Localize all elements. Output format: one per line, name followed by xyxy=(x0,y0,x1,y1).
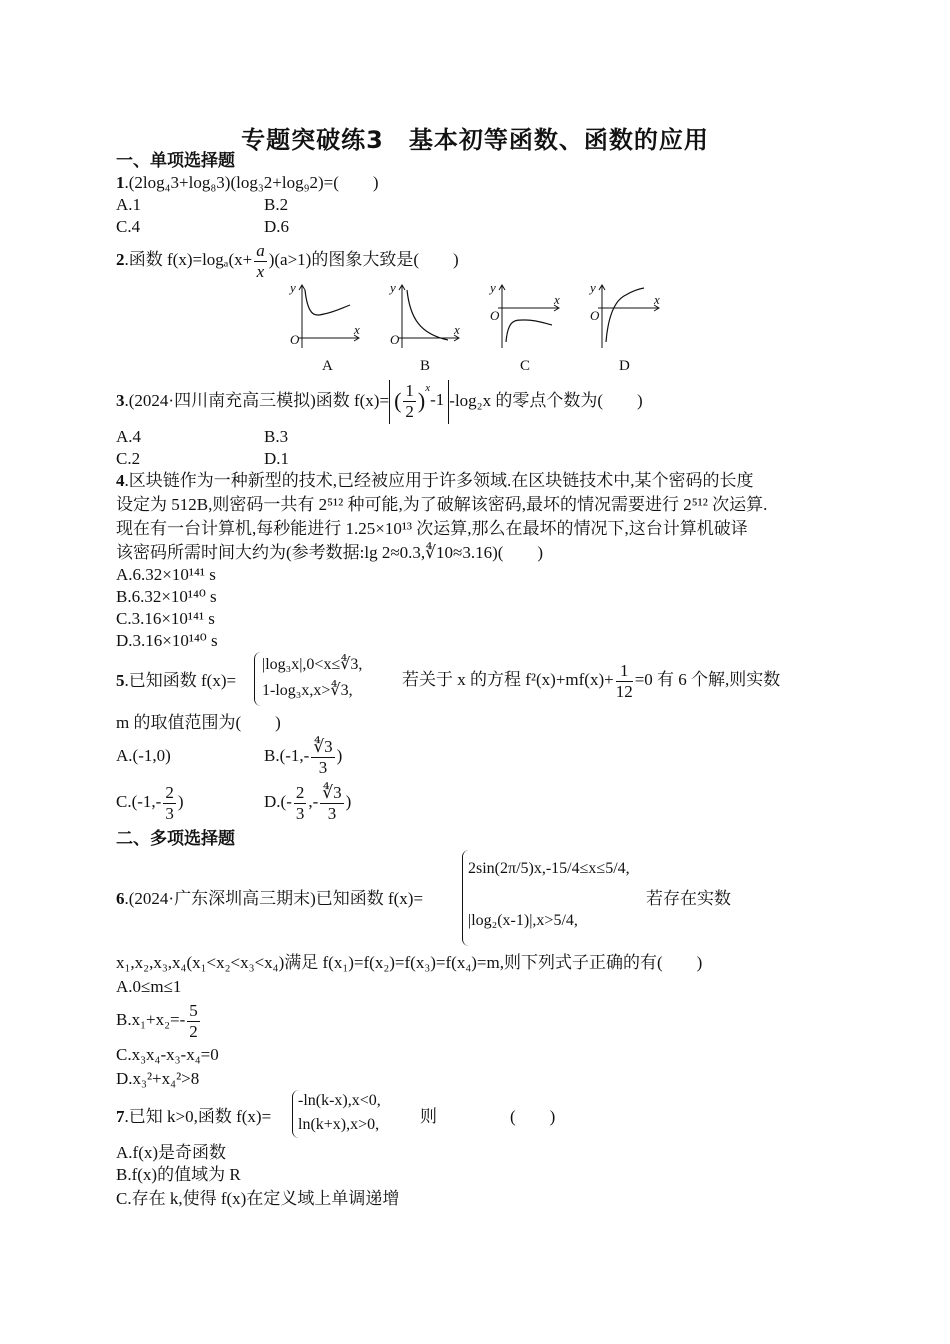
option-a: A.4 xyxy=(116,427,142,446)
q1-options-row1 xyxy=(116,194,289,216)
fraction-numerator: ∜3 xyxy=(313,736,333,756)
question-number: 7 xyxy=(116,1107,125,1126)
q4-option-d: D.3.16×10¹⁴⁰ s xyxy=(116,631,218,650)
question-stem-pre: .已知 k>0,函数 f(x)= xyxy=(124,1107,272,1126)
question-stem-post: 若存在实数 xyxy=(646,889,731,908)
piecewise-brace xyxy=(254,652,261,706)
question-number: 2 xyxy=(116,250,125,269)
option-d: D.6 xyxy=(264,217,290,236)
question-4 xyxy=(116,470,754,492)
axis-y-label: y xyxy=(290,280,296,295)
fraction-one-twelfth xyxy=(616,661,633,702)
question-2 xyxy=(116,240,459,282)
q4-line4: 该密码所需时间大约为(参考数据:lg 2≈0.3,∜10≈3.16)( ) xyxy=(116,543,544,562)
piecewise-case-1: 2sin(2π/5)x,-15/4≤x≤5/4, xyxy=(468,860,630,877)
fraction-numerator: 2 xyxy=(165,782,174,802)
option-d: D.(- $\frac{2}{3}$ ,- $\frac{∜3}{3}$ ) xyxy=(264,782,352,823)
axis-x-label: x xyxy=(654,292,660,307)
q4-line2: 设定为 512B,则密码一共有 2⁵¹² 种可能,为了破解该密码,最坏的情况需要进行 2⁵¹² 次运算. xyxy=(116,495,768,514)
option-a: A.1 xyxy=(116,195,142,214)
option-c: C.4 xyxy=(116,217,141,236)
option-b: B.(-1,- $\frac{∜3}{3}$ ) xyxy=(264,736,343,777)
piecewise-case-1: |log₃x|,0<x≤∜3, xyxy=(262,656,363,673)
question-stem-pre: .(2024·四川南充高三模拟)函数 f(x)= xyxy=(124,391,390,410)
fraction-denominator: 3 xyxy=(318,757,328,777)
question-number: 6 xyxy=(116,889,125,908)
origin-label: O xyxy=(590,308,600,323)
graph-label-c: C xyxy=(520,358,531,374)
graph-c xyxy=(488,280,560,348)
origin-label: O xyxy=(490,308,500,323)
fraction-denominator: x xyxy=(256,261,265,281)
axis-x-label: x xyxy=(354,322,360,337)
question-stem-pre: .(2024·广东深圳高三期末)已知函数 f(x)= xyxy=(124,889,424,908)
axis-y-label: y xyxy=(590,280,596,295)
question-number: 4 xyxy=(116,471,125,490)
piecewise-case-2: ln(k+x),x>0, xyxy=(298,1116,380,1133)
axis-x-label: x xyxy=(554,292,560,307)
exponent: x xyxy=(425,382,431,395)
absolute-value-expression: ( $\frac{1}{2}$ )$^x$-1 xyxy=(389,380,449,424)
graph-label-a: A xyxy=(322,358,333,374)
fraction-one-half xyxy=(403,381,416,422)
q3-options-row2 xyxy=(116,448,290,470)
q4-option-b: B.6.32×10¹⁴⁰ s xyxy=(116,587,217,606)
question-stem-mid: 若关于 x 的方程 f²(x)+mf(x)+ xyxy=(402,670,614,689)
option-c: C.(-1,- $\frac{2}{3}$ ) xyxy=(116,782,184,823)
fraction-numerator: 1 xyxy=(616,661,633,682)
q2-graphs xyxy=(280,278,680,353)
question-stem-post: 则 xyxy=(420,1107,437,1126)
abs-tail: -1 xyxy=(430,390,445,410)
option-b: B.2 xyxy=(264,195,289,214)
graph-label-d: D xyxy=(619,358,630,374)
q3-options-row1 xyxy=(116,426,289,448)
fraction-a-over-x xyxy=(254,241,267,282)
section-multi-choice: 二、多项选择题 xyxy=(116,829,235,849)
question-1 xyxy=(116,172,379,194)
q6-option-b: B.x₁+x₂=- $\frac{5}{2}$ xyxy=(116,1000,198,1041)
origin-label: O xyxy=(290,332,300,347)
q1-options-row2 xyxy=(116,216,290,238)
fraction-denominator: 2 xyxy=(405,401,414,421)
q5-options-row2 xyxy=(116,782,352,824)
q4-line3: 现在有一台计算机,每秒能进行 1.25×10¹³ 次运算,那么在最坏的情况下,这台计算机破译 xyxy=(116,519,748,538)
q6-option-c: C.x₃x₄-x₃-x₄=0 xyxy=(116,1045,219,1064)
option-b: B.3 xyxy=(264,427,289,446)
piecewise-case-1: -ln(k-x),x<0, xyxy=(298,1092,381,1109)
question-stem-post: -log₂x 的零点个数为( ) xyxy=(449,391,643,410)
fraction-numerator: 1 xyxy=(405,380,414,400)
option-d: D.1 xyxy=(264,449,290,468)
piecewise-case-2: |log₂(x-1)|,x>5/4, xyxy=(468,912,578,929)
question-7-pre xyxy=(116,1106,271,1128)
graph-b xyxy=(388,280,460,348)
graph-d xyxy=(588,280,660,348)
piecewise-case-2: 1-log₃x,x>∜3, xyxy=(262,682,353,699)
question-stem-post: )(a>1)的图象大致是( ) xyxy=(268,250,459,269)
q4-option-c: C.3.16×10¹⁴¹ s xyxy=(116,609,215,628)
q4-option-a: A.6.32×10¹⁴¹ s xyxy=(116,565,216,584)
question-5-pre xyxy=(116,670,236,692)
q7-option-b: B.f(x)的值域为 R xyxy=(116,1165,241,1184)
option-c: C.2 xyxy=(116,449,141,468)
q5-options-row1 xyxy=(116,736,343,777)
axis-x-label: x xyxy=(454,322,460,337)
axis-y-label: y xyxy=(390,280,396,295)
q7-option-a: A.f(x)是奇函数 xyxy=(116,1143,227,1162)
question-number: 3 xyxy=(116,391,125,410)
question-stem-pre: .函数 f(x)=logₐ(x+ xyxy=(124,250,253,269)
fraction-denominator: 3 xyxy=(165,803,174,823)
option-a: A.(-1,0) xyxy=(116,746,171,765)
question-stem-line1: .区块链作为一种新型的技术,已经被应用于许多领域.在区块链技术中,某个密码的长度 xyxy=(124,471,754,490)
axis-y-label: y xyxy=(490,280,496,295)
question-stem: .(2log₄3+log₈3)(log₃2+log₉2)=( ) xyxy=(124,173,379,192)
q6-line2: x₁,x₂,x₃,x₄(x₁<x₂<x₃<x₄)满足 f(x₁)=f(x₂)=f(x₃)=f(x₄)=m,则下列式子正确的有( ) xyxy=(116,953,703,972)
graph-label-b: B xyxy=(420,358,431,374)
question-6-pre xyxy=(116,888,423,910)
question-3 xyxy=(116,380,643,424)
fraction-denominator: 12 xyxy=(615,681,633,701)
graph-a xyxy=(288,280,360,348)
question-stem-post: =0 有 6 个解,则实数 xyxy=(634,670,781,689)
question-5-post xyxy=(402,660,780,702)
q6-option-d: D.x₃²+x₄²>8 xyxy=(116,1069,200,1088)
question-number: 1 xyxy=(116,173,125,192)
fraction-numerator: a xyxy=(256,240,265,260)
section-single-choice: 一、单项选择题 xyxy=(116,151,235,171)
question-stem-pre: .已知函数 f(x)= xyxy=(124,671,237,690)
q5-line2: m 的取值范围为( ) xyxy=(116,713,281,732)
question-number: 5 xyxy=(116,671,125,690)
fraction-numerator: 5 xyxy=(189,1000,198,1020)
page-title: 专题突破练3 基本初等函数、函数的应用 xyxy=(241,126,709,154)
fraction-denominator: 2 xyxy=(189,1021,198,1041)
q6-option-a: A.0≤m≤1 xyxy=(116,977,182,996)
q7-option-c: C.存在 k,使得 f(x)在定义域上单调递增 xyxy=(116,1189,400,1208)
answer-paren: ( ) xyxy=(510,1107,556,1126)
origin-label: O xyxy=(390,332,400,347)
